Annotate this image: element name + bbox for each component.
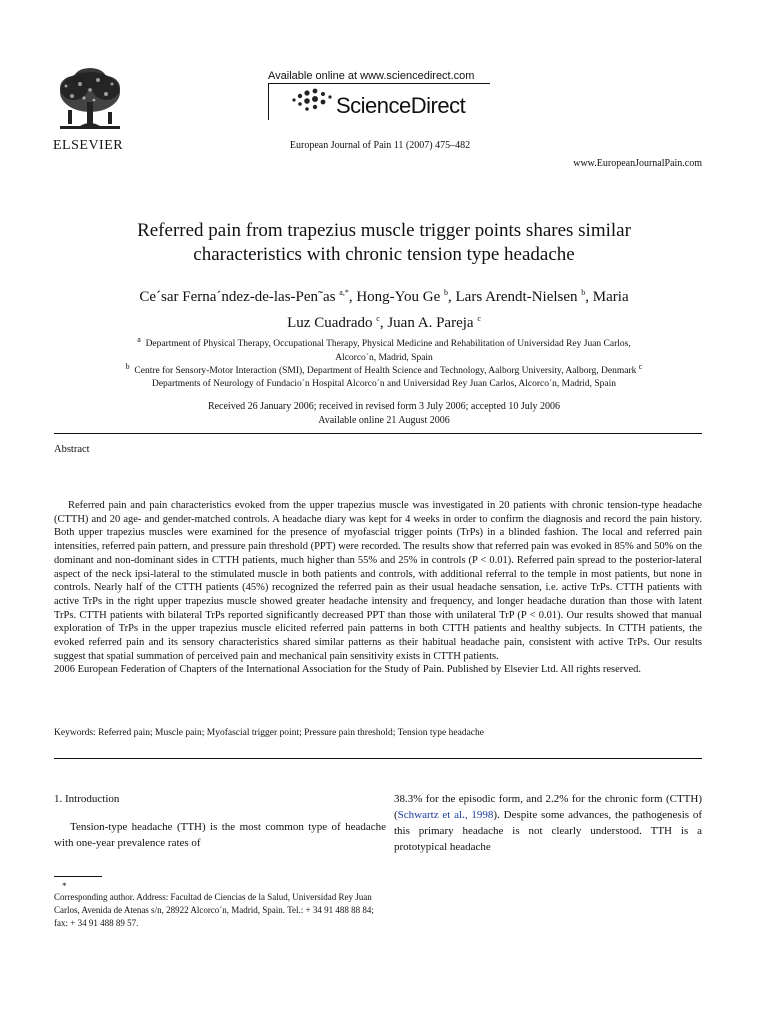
elsevier-tree-logo <box>50 66 130 136</box>
affiliation-b <box>80 360 688 378</box>
affil-text: Alcorco´n, Madrid, Spain <box>335 353 433 364</box>
body-text: ). Despite some advances, the pathogenesis of this primary headache is not clearly understood. TTH is a prototypical headache <box>394 809 703 853</box>
keywords: Keywords: Referred pain; Muscle pain; Myofascial trigger point; Pressure pain threshold; Tension type headache <box>54 728 484 738</box>
available-online-link[interactable]: Available online at www.sciencedirect.com <box>268 70 490 84</box>
article-title <box>60 219 708 267</box>
body-paragraph <box>394 791 702 855</box>
author-name: Luz Cuadrado <box>287 315 373 331</box>
sciencedirect-dots-icon <box>290 86 334 114</box>
sd-divider <box>268 84 269 120</box>
affiliation-c: Departments of Neurology of Fundacio´n Hospital Alcorco´n and Universidad Rey Juan Carlos, Alcorco´n, Madrid, Spain <box>151 379 617 389</box>
section-heading: 1. Introduction <box>54 793 120 805</box>
footnote <box>54 882 386 930</box>
abstract-body <box>54 499 702 677</box>
author-affil-mark: c <box>376 314 380 323</box>
affil-mark: c <box>638 362 643 371</box>
title-line-1: Referred pain from trapezius muscle trigger points shares similar <box>137 220 631 241</box>
available-date: Available online 21 August 2006 <box>318 415 450 426</box>
abstract-bottom-rule <box>54 758 702 759</box>
right-column <box>394 791 702 855</box>
received-dates: Received 26 January 2006; received in revised form 3 July 2006; accepted 10 July 2006 <box>207 401 561 412</box>
left-column <box>54 791 386 851</box>
publisher-name: ELSEVIER <box>53 138 124 153</box>
abstract-top-rule <box>54 433 702 434</box>
affil-mark: b <box>125 362 130 371</box>
author-name: Hong-You Ge <box>356 289 441 305</box>
abstract-text: Referred pain and pain characteristics evoked from the upper trapezius muscle was investigated in 20 patients with chronic tension-type headache (CTTH) and 20 age- and gender-matched controls. A headache diary was kept for 4 weeks in order to confirm the diagnosis and record the pain history. Both upper trapezius muscles were examined for the presence of myofascial trigger points (TrPs) in a blinded fashion. The local and referred pain intensities, referred pain pattern, and pressure pain threshold (PPT) were recorded. The results show that referred pain was evoked in 85% and 50% on the dominant and non-dominant sides in CTTH patients, much higher than 55% and 25% in controls (P < 0.01). Referred pain spread to the posterior-lateral aspect of the neck ipsi-lateral to the stimulated muscle in both patients and controls, with additional referral to the temple in most patients, but none in controls. Nearly half of the CTTH patients (45%) recognized the referred pain as their usual headache sensation, i.e. active TrPs. CTTH patients with active TrPs in the right upper trapezius muscle showed greater headache intensity and frequency, and longer headache duration than those with latent TrPs. CTTH patients with bilateral TrPs reported significantly decreased PPT than those with unilateral TrP (P < 0.01). Our results showed that manual exploration of TrPs in the upper trapezius muscle elicited referred pain patterns in both CTTH patients and healthy subjects. In CTTH patients, the evoked referred pain and its sensory characteristics shared similar patterns as their habitual headache pain, consistent with active TrPs. Our results suggest that spatial summation of perceived pain and mechanical pain sensitivity exists in CTTH patients. <box>54 500 702 662</box>
copyright-line: 2006 European Federation of Chapters of the International Association for the Study of Pain. Published by Elsevier Ltd. All rights reserved. <box>54 664 642 676</box>
body-text: 38.3% for the episodic form, and 2.2% for the chronic form (CTTH) ( <box>394 793 702 821</box>
article-dates <box>80 400 688 428</box>
footnote-mark: * <box>62 881 67 891</box>
author-name: Juan A. Pareja <box>387 315 474 331</box>
author-name: Lars Arendt-Nielsen <box>455 289 578 305</box>
journal-website-link[interactable]: www.EuropeanJournalPain.com <box>573 158 702 169</box>
author-affil-mark: c <box>477 314 481 323</box>
body-paragraph: Tension-type headache (TTH) is the most common type of headache with one-year prevalence rates of <box>54 821 386 849</box>
journal-citation: European Journal of Pain 11 (2007) 475–482 <box>289 140 471 151</box>
title-line-2: characteristics with chronic tension type headache <box>193 244 575 265</box>
author-name: Maria <box>592 289 629 305</box>
author-affil-mark: b <box>581 288 586 297</box>
author-name: Ce´sar Ferna´ndez-de-las-Pen˜as <box>139 289 336 305</box>
author-affil-mark: b <box>444 288 448 297</box>
abstract-heading: Abstract <box>54 444 90 455</box>
author-affil-mark: a,* <box>339 288 349 297</box>
affil-text: Department of Physical Therapy, Occupational Therapy, Physical Medicine and Rehabilitation of Universidad Rey Juan Carlos, <box>145 339 631 350</box>
author-list: Ce´sar Ferna´ndez-de-las-Pen˜as $^{a,*}$, Hong-You Ge $^b$, Lars Arendt-Nielsen $^b$, Maria Luz Cuadrado $^c$, Juan A. Pareja $^c$ <box>139 288 629 331</box>
affil-text: Centre for Sensory-Motor Interaction (SMI), Department of Health Science and Technology, Aalborg University, Aalborg, Denmark <box>134 366 637 377</box>
footnote-text: Corresponding author. Address: Facultad de Ciencias de la Salud, Universidad Rey Juan Carlos, Avenida de Atenas s/n, 28922 Alcorco´n, Madrid, Spain. Tel.: + 34 91 488 88 84; fax: + 34 91 488 89 57. <box>54 892 374 928</box>
citation-link[interactable]: Schwartz et al., 1998 <box>397 809 494 821</box>
affil-mark: a <box>137 335 141 344</box>
footnote-rule <box>54 876 102 877</box>
sciencedirect-logo: ScienceDirect <box>336 93 466 118</box>
